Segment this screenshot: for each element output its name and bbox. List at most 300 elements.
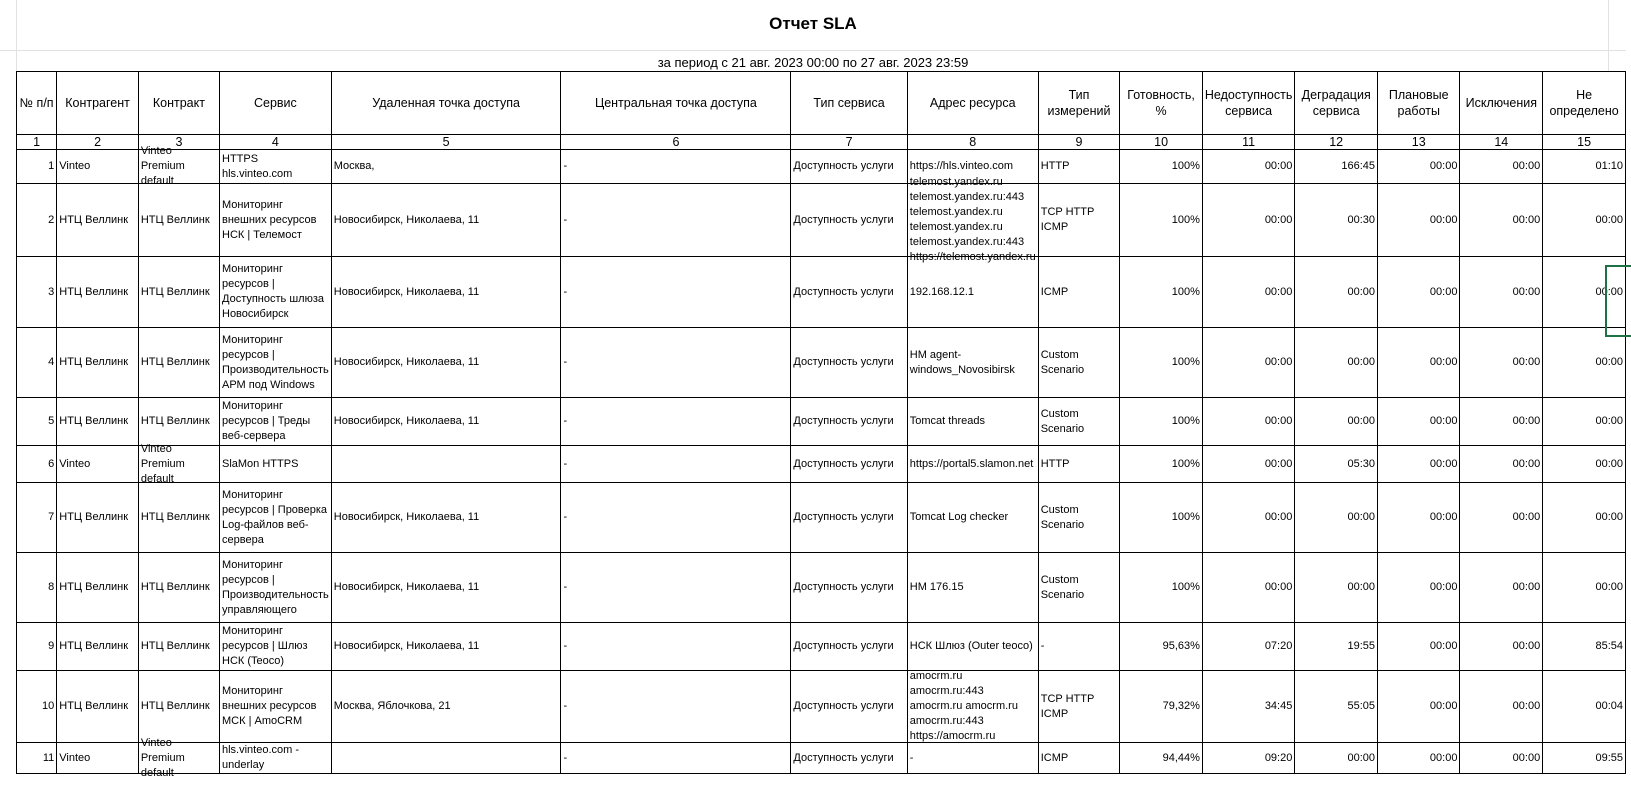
- readiness-cell-text: 100%: [1171, 356, 1200, 368]
- resource-address-cell[interactable]: [907, 743, 1038, 774]
- sla-table: [16, 71, 1626, 779]
- contractor-cell-text: НТЦ Веллинк: [59, 581, 129, 593]
- undefined-cell[interactable]: [1543, 184, 1626, 257]
- contractor-cell[interactable]: [57, 150, 139, 184]
- planned-works-cell[interactable]: [1378, 553, 1460, 623]
- exclusions-cell[interactable]: [1460, 398, 1543, 446]
- contract-cell[interactable]: [138, 442, 219, 485]
- row-number-text: 1: [48, 160, 55, 172]
- central-point-cell[interactable]: [561, 257, 791, 328]
- planned-works-cell[interactable]: [1378, 398, 1460, 446]
- readiness-cell-text: 100%: [1171, 511, 1200, 523]
- central-point-cell-text: -: [563, 356, 568, 368]
- exclusions-cell[interactable]: [1460, 184, 1543, 257]
- degradation-cell[interactable]: [1295, 743, 1378, 774]
- column-header: Удаленная точка доступа: [331, 72, 561, 135]
- measure-type-cell[interactable]: [1038, 483, 1120, 553]
- unavailability-cell[interactable]: [1202, 398, 1294, 446]
- column-number: 9: [1038, 135, 1120, 150]
- row-number[interactable]: [17, 483, 57, 553]
- service-cell[interactable]: [220, 398, 332, 446]
- table-row: [17, 446, 1626, 483]
- undefined-cell[interactable]: [1543, 446, 1626, 483]
- service-type-cell-text: Доступность услуги: [793, 640, 894, 652]
- readiness-cell-text: 100%: [1171, 213, 1200, 226]
- undefined-cell[interactable]: [1543, 483, 1626, 553]
- planned-works-cell-text: 00:00: [1429, 581, 1458, 593]
- measure-type-cell[interactable]: [1038, 398, 1120, 446]
- degradation-cell[interactable]: [1295, 328, 1378, 398]
- service-type-cell[interactable]: [791, 623, 907, 671]
- remote-point-cell[interactable]: [331, 398, 561, 446]
- row-number[interactable]: [17, 446, 57, 483]
- table-row: [17, 328, 1626, 398]
- resource-address-cell-text: НСК Шлюз (Outer teoco): [909, 640, 1033, 652]
- resource-address-cell[interactable]: [907, 623, 1038, 671]
- contract-cell[interactable]: [138, 671, 219, 743]
- column-header: Тип измерений: [1038, 72, 1120, 135]
- contract-cell[interactable]: [138, 736, 219, 779]
- table-row: [17, 184, 1626, 257]
- readiness-cell[interactable]: [1120, 184, 1203, 257]
- service-cell[interactable]: [220, 184, 332, 257]
- degradation-cell[interactable]: [1295, 553, 1378, 623]
- service-cell-text: Мониторинг ресурсов | Доступность шлюза Новосибирск: [222, 263, 324, 320]
- readiness-cell[interactable]: [1120, 671, 1203, 743]
- resource-address-cell-text: amocrm.ru amocrm.ru:443 amocrm.ru amocrm.ru amocrm.ru:443 https://amocrm.ru: [909, 670, 1018, 742]
- central-point-cell[interactable]: [561, 446, 791, 483]
- undefined-cell-text: 00:04: [1595, 700, 1623, 712]
- unavailability-cell[interactable]: [1202, 150, 1294, 184]
- column-number: 7: [791, 135, 907, 150]
- planned-works-cell[interactable]: [1378, 483, 1460, 553]
- degradation-cell-text: 166:45: [1341, 160, 1376, 172]
- measure-type-cell[interactable]: [1038, 150, 1120, 184]
- resource-address-cell-text: HM agent-windows_Novosibirsk: [909, 348, 1015, 376]
- readiness-cell-text: 100%: [1171, 581, 1200, 593]
- degradation-cell[interactable]: [1295, 671, 1378, 743]
- central-point-cell[interactable]: [561, 483, 791, 553]
- service-cell[interactable]: [220, 623, 332, 671]
- unavailability-cell-text: 00:00: [1264, 285, 1293, 298]
- unavailability-cell-text: 00:00: [1264, 457, 1293, 470]
- resource-address-cell[interactable]: [907, 446, 1038, 483]
- contract-cell[interactable]: [138, 553, 219, 623]
- central-point-cell[interactable]: [561, 150, 791, 184]
- exclusions-cell[interactable]: [1460, 553, 1543, 623]
- planned-works-cell[interactable]: [1378, 257, 1460, 328]
- undefined-cell-text: 00:00: [1595, 213, 1623, 226]
- row-number[interactable]: [17, 150, 57, 184]
- column-number: 13: [1378, 135, 1460, 150]
- planned-works-cell[interactable]: [1378, 623, 1460, 671]
- degradation-cell[interactable]: [1295, 623, 1378, 671]
- exclusions-cell[interactable]: [1460, 623, 1543, 671]
- readiness-cell-text: 94,44%: [1162, 751, 1200, 764]
- central-point-cell-text: -: [563, 700, 568, 712]
- central-point-cell[interactable]: [561, 184, 791, 257]
- sheet-gridline: [0, 50, 1626, 51]
- column-number: 1: [17, 135, 57, 150]
- service-type-cell[interactable]: [791, 483, 907, 553]
- unavailability-cell[interactable]: [1202, 446, 1294, 483]
- central-point-cell[interactable]: [561, 623, 791, 671]
- contractor-cell[interactable]: [57, 743, 139, 774]
- central-point-cell[interactable]: [561, 398, 791, 446]
- planned-works-cell-text: 00:00: [1429, 415, 1458, 427]
- measure-type-cell[interactable]: [1038, 446, 1120, 483]
- remote-point-cell[interactable]: [331, 743, 561, 774]
- table-row: [17, 257, 1626, 328]
- row-number-text: 8: [48, 581, 55, 593]
- planned-works-cell-text: 00:00: [1429, 160, 1458, 172]
- exclusions-cell[interactable]: [1460, 328, 1543, 398]
- resource-address-cell-text: 192.168.12.1: [909, 285, 974, 298]
- measure-type-cell-text: Custom Scenario: [1040, 348, 1085, 376]
- column-header: Деградация сервиса: [1295, 72, 1378, 135]
- service-cell-text: SlaMon HTTPS: [222, 457, 299, 470]
- readiness-cell[interactable]: [1120, 553, 1203, 623]
- measure-type-cell-text: ICMP: [1040, 751, 1069, 764]
- service-cell[interactable]: [220, 743, 332, 774]
- undefined-cell[interactable]: [1543, 743, 1626, 774]
- contractor-cell[interactable]: [57, 184, 139, 257]
- service-type-cell-text: Доступность услуги: [793, 415, 894, 427]
- contract-cell[interactable]: [138, 145, 219, 187]
- undefined-cell-text: 00:00: [1595, 285, 1623, 298]
- contractor-cell-text: Vinteo: [59, 751, 91, 764]
- exclusions-cell-text: 00:00: [1512, 700, 1541, 712]
- central-point-cell[interactable]: [561, 328, 791, 398]
- undefined-cell-text: 85:54: [1595, 640, 1623, 652]
- exclusions-cell-text: 00:00: [1512, 356, 1541, 368]
- contractor-cell[interactable]: [57, 446, 139, 483]
- contract-cell[interactable]: [138, 483, 219, 553]
- readiness-cell[interactable]: [1120, 398, 1203, 446]
- measure-type-cell[interactable]: [1038, 184, 1120, 257]
- undefined-cell-text: 00:00: [1595, 415, 1623, 427]
- exclusions-cell[interactable]: [1460, 671, 1543, 743]
- measure-type-cell[interactable]: [1038, 257, 1120, 328]
- row-number-text: 7: [48, 511, 55, 523]
- planned-works-cell-text: 00:00: [1429, 457, 1458, 470]
- service-cell[interactable]: [220, 257, 332, 328]
- degradation-cell-text: 05:30: [1347, 457, 1376, 470]
- service-type-cell[interactable]: [791, 671, 907, 743]
- measure-type-cell-text: Custom Scenario: [1040, 503, 1085, 531]
- contractor-cell-text: НТЦ Веллинк: [59, 213, 129, 226]
- degradation-cell[interactable]: [1295, 483, 1378, 553]
- planned-works-cell-text: 00:00: [1429, 700, 1458, 712]
- column-header: Контракт: [138, 72, 219, 135]
- contractor-cell[interactable]: [57, 623, 139, 671]
- degradation-cell[interactable]: [1295, 150, 1378, 184]
- exclusions-cell-text: 00:00: [1512, 160, 1541, 172]
- unavailability-cell-text: 34:45: [1264, 700, 1293, 712]
- unavailability-cell[interactable]: [1202, 671, 1294, 743]
- measure-type-cell-text: Custom Scenario: [1040, 407, 1085, 435]
- contract-cell[interactable]: [138, 257, 219, 328]
- unavailability-cell-text: 07:20: [1264, 640, 1293, 652]
- report-period: за период с 21 авг. 2023 00:00 по 27 авг. 2023 23:59: [657, 55, 969, 70]
- undefined-cell[interactable]: [1543, 398, 1626, 446]
- resource-address-cell-text: HM 176.15: [909, 581, 964, 593]
- unavailability-cell[interactable]: [1202, 623, 1294, 671]
- remote-point-cell-text: Новосибирск, Николаева, 11: [333, 640, 480, 652]
- central-point-cell[interactable]: [561, 671, 791, 743]
- service-type-cell-text: Доступность услуги: [793, 700, 894, 712]
- measure-type-cell-text: Custom Scenario: [1040, 573, 1085, 601]
- service-cell[interactable]: [220, 446, 332, 483]
- row-number-text: 5: [48, 415, 55, 427]
- unavailability-cell[interactable]: [1202, 184, 1294, 257]
- readiness-cell-text: 79,32%: [1162, 700, 1200, 712]
- column-header: Центральная точка доступа: [561, 72, 791, 135]
- service-cell[interactable]: [220, 483, 332, 553]
- central-point-cell-text: -: [563, 213, 568, 226]
- table-row: [17, 671, 1626, 743]
- service-type-cell-text: Доступность услуги: [793, 213, 894, 226]
- contractor-cell-text: НТЦ Веллинк: [59, 285, 129, 298]
- degradation-cell-text: 00:30: [1347, 213, 1376, 226]
- service-cell[interactable]: [220, 328, 332, 398]
- column-header: Недоступность сервиса: [1202, 72, 1294, 135]
- service-type-cell-text: Доступность услуги: [793, 751, 894, 764]
- contract-cell-text: Vinteo Premium default: [140, 442, 185, 485]
- service-cell[interactable]: [220, 671, 332, 743]
- resource-address-cell[interactable]: [907, 176, 1038, 263]
- column-header: Адрес ресурса: [907, 72, 1038, 135]
- service-type-cell[interactable]: [791, 150, 907, 184]
- service-type-cell[interactable]: [791, 398, 907, 446]
- column-header: № п/п: [17, 72, 57, 135]
- readiness-cell[interactable]: [1120, 257, 1203, 328]
- column-number: 11: [1202, 135, 1294, 150]
- row-number[interactable]: [17, 257, 57, 328]
- contract-cell-text: НТЦ Веллинк: [140, 511, 210, 523]
- readiness-cell[interactable]: [1120, 446, 1203, 483]
- contract-cell[interactable]: [138, 328, 219, 398]
- resource-address-cell-text: -: [909, 751, 914, 764]
- measure-type-cell[interactable]: [1038, 623, 1120, 671]
- row-number-text: 9: [48, 640, 55, 652]
- contractor-cell-text: НТЦ Веллинк: [59, 415, 129, 427]
- undefined-cell[interactable]: [1543, 623, 1626, 671]
- contractor-cell-text: Vinteo: [59, 160, 91, 172]
- exclusions-cell-text: 00:00: [1512, 285, 1541, 298]
- measure-type-cell-text: TCP HTTP ICMP: [1040, 206, 1095, 233]
- remote-point-cell[interactable]: [331, 446, 561, 483]
- undefined-cell[interactable]: [1543, 328, 1626, 398]
- planned-works-cell[interactable]: [1378, 671, 1460, 743]
- row-number[interactable]: [17, 328, 57, 398]
- contract-cell[interactable]: [138, 623, 219, 671]
- planned-works-cell[interactable]: [1378, 446, 1460, 483]
- service-type-cell[interactable]: [791, 743, 907, 774]
- row-number[interactable]: [17, 743, 57, 774]
- remote-point-cell-text: Москва,: [333, 160, 375, 172]
- contract-cell-text: НТЦ Веллинк: [140, 700, 210, 712]
- row-number[interactable]: [17, 553, 57, 623]
- column-number: 15: [1543, 135, 1626, 150]
- readiness-cell[interactable]: [1120, 328, 1203, 398]
- remote-point-cell[interactable]: [331, 257, 561, 328]
- remote-point-cell-text: Новосибирск, Николаева, 11: [333, 356, 480, 368]
- measure-type-cell-text: HTTP: [1040, 160, 1070, 172]
- row-number-text: 11: [42, 751, 55, 764]
- degradation-cell[interactable]: [1295, 398, 1378, 446]
- contractor-cell[interactable]: [57, 553, 139, 623]
- contractor-cell[interactable]: [57, 671, 139, 743]
- remote-point-cell[interactable]: [331, 184, 561, 257]
- resource-address-cell[interactable]: [907, 257, 1038, 328]
- planned-works-cell-text: 00:00: [1429, 285, 1458, 298]
- central-point-cell-text: -: [563, 640, 568, 652]
- central-point-cell[interactable]: [561, 743, 791, 774]
- remote-point-cell-text: Новосибирск, Николаева, 11: [333, 285, 480, 298]
- measure-type-cell-text: TCP HTTP ICMP: [1040, 692, 1095, 720]
- contractor-cell[interactable]: [57, 257, 139, 328]
- contract-cell-text: НТЦ Веллинк: [140, 213, 210, 226]
- unavailability-cell[interactable]: [1202, 553, 1294, 623]
- remote-point-cell[interactable]: [331, 150, 561, 184]
- unavailability-cell[interactable]: [1202, 743, 1294, 774]
- undefined-cell-text: 00:00: [1595, 581, 1623, 593]
- unavailability-cell[interactable]: [1202, 328, 1294, 398]
- planned-works-cell[interactable]: [1378, 184, 1460, 257]
- contract-cell-text: Vinteo Premium default: [140, 736, 185, 779]
- service-type-cell[interactable]: [791, 328, 907, 398]
- remote-point-cell-text: Москва, Яблочкова, 21: [333, 700, 451, 712]
- measure-type-cell[interactable]: [1038, 743, 1120, 774]
- central-point-cell[interactable]: [561, 553, 791, 623]
- readiness-cell-text: 100%: [1171, 457, 1200, 470]
- contractor-cell-text: НТЦ Веллинк: [59, 640, 129, 652]
- planned-works-cell[interactable]: [1378, 328, 1460, 398]
- degradation-cell-text: 55:05: [1347, 700, 1376, 712]
- readiness-cell[interactable]: [1120, 743, 1203, 774]
- remote-point-cell[interactable]: [331, 553, 561, 623]
- table-row: [17, 743, 1626, 774]
- planned-works-cell-text: 00:00: [1429, 356, 1458, 368]
- service-type-cell[interactable]: [791, 257, 907, 328]
- remote-point-cell[interactable]: [331, 623, 561, 671]
- remote-point-cell[interactable]: [331, 671, 561, 743]
- row-number[interactable]: [17, 398, 57, 446]
- resource-address-cell[interactable]: [907, 398, 1038, 446]
- table-row: [17, 483, 1626, 553]
- undefined-cell[interactable]: [1543, 150, 1626, 184]
- row-number-text: 4: [48, 356, 55, 368]
- unavailability-cell[interactable]: [1202, 257, 1294, 328]
- readiness-cell[interactable]: [1120, 150, 1203, 184]
- exclusions-cell[interactable]: [1460, 257, 1543, 328]
- planned-works-cell[interactable]: [1378, 150, 1460, 184]
- resource-address-cell[interactable]: [907, 483, 1038, 553]
- service-cell-text: hls.vinteo.com - underlay: [222, 744, 300, 771]
- contractor-cell[interactable]: [57, 398, 139, 446]
- remote-point-cell[interactable]: [331, 328, 561, 398]
- row-number[interactable]: [17, 671, 57, 743]
- resource-address-cell[interactable]: [907, 671, 1038, 743]
- readiness-cell[interactable]: [1120, 623, 1203, 671]
- exclusions-cell[interactable]: [1460, 743, 1543, 774]
- undefined-cell-text: 09:55: [1595, 751, 1623, 764]
- measure-type-cell[interactable]: [1038, 328, 1120, 398]
- exclusions-cell-text: 00:00: [1512, 213, 1541, 226]
- service-cell-text: Мониторинг внешних ресурсов НСК | Телемост: [222, 198, 317, 241]
- central-point-cell-text: -: [563, 751, 568, 764]
- readiness-cell-text: 100%: [1171, 285, 1200, 298]
- readiness-cell-text: 95,63%: [1162, 640, 1200, 652]
- contractor-cell-text: НТЦ Веллинк: [59, 356, 129, 368]
- report-title: Отчет SLA: [769, 14, 857, 33]
- central-point-cell-text: -: [563, 581, 568, 593]
- remote-point-cell[interactable]: [331, 483, 561, 553]
- planned-works-cell[interactable]: [1378, 743, 1460, 774]
- service-type-cell[interactable]: [791, 446, 907, 483]
- unavailability-cell-text: 00:00: [1264, 356, 1293, 368]
- resource-address-cell[interactable]: [907, 328, 1038, 398]
- service-type-cell-text: Доступность услуги: [793, 457, 894, 470]
- remote-point-cell-text: Новосибирск, Николаева, 11: [333, 415, 480, 427]
- column-number: 3: [138, 135, 219, 150]
- undefined-cell-text: 00:00: [1595, 457, 1623, 470]
- measure-type-cell[interactable]: [1038, 553, 1120, 623]
- remote-point-cell-text: Новосибирск, Николаева, 11: [333, 213, 480, 226]
- table-row: [17, 623, 1626, 671]
- contract-cell-text: НТЦ Веллинк: [140, 581, 210, 593]
- column-header: Не определено: [1543, 72, 1626, 135]
- column-number: 2: [57, 135, 139, 150]
- exclusions-cell[interactable]: [1460, 483, 1543, 553]
- exclusions-cell[interactable]: [1460, 446, 1543, 483]
- contractor-cell[interactable]: [57, 328, 139, 398]
- degradation-cell[interactable]: [1295, 257, 1378, 328]
- row-number-text: 10: [42, 700, 55, 712]
- undefined-cell[interactable]: [1543, 553, 1626, 623]
- readiness-cell[interactable]: [1120, 483, 1203, 553]
- row-number[interactable]: [17, 623, 57, 671]
- measure-type-cell[interactable]: [1038, 671, 1120, 743]
- service-type-cell[interactable]: [791, 553, 907, 623]
- exclusions-cell[interactable]: [1460, 150, 1543, 184]
- resource-address-cell-text: https://portal5.slamon.net: [909, 457, 1034, 470]
- degradation-cell[interactable]: [1295, 446, 1378, 483]
- exclusions-cell-text: 00:00: [1512, 511, 1541, 523]
- column-header: Тип сервиса: [791, 72, 907, 135]
- degradation-cell-text: 00:00: [1347, 581, 1376, 593]
- contract-cell[interactable]: [138, 184, 219, 257]
- contract-cell[interactable]: [138, 398, 219, 446]
- degradation-cell-text: 00:00: [1347, 285, 1376, 298]
- service-cell[interactable]: [220, 553, 332, 623]
- service-cell[interactable]: [220, 150, 332, 184]
- undefined-cell[interactable]: [1543, 671, 1626, 743]
- resource-address-cell[interactable]: [907, 553, 1038, 623]
- unavailability-cell[interactable]: [1202, 483, 1294, 553]
- degradation-cell[interactable]: [1295, 184, 1378, 257]
- service-cell-text: Мониторинг ресурсов | Шлюз НСК (Teoco): [222, 625, 308, 667]
- contract-cell-text: НТЦ Веллинк: [140, 356, 210, 368]
- contractor-cell[interactable]: [57, 483, 139, 553]
- degradation-cell-text: 00:00: [1347, 511, 1376, 523]
- service-type-cell[interactable]: [791, 184, 907, 257]
- table-row: [17, 398, 1626, 446]
- row-number-text: 6: [48, 457, 55, 470]
- row-number[interactable]: [17, 184, 57, 257]
- degradation-cell-text: 19:55: [1347, 640, 1376, 652]
